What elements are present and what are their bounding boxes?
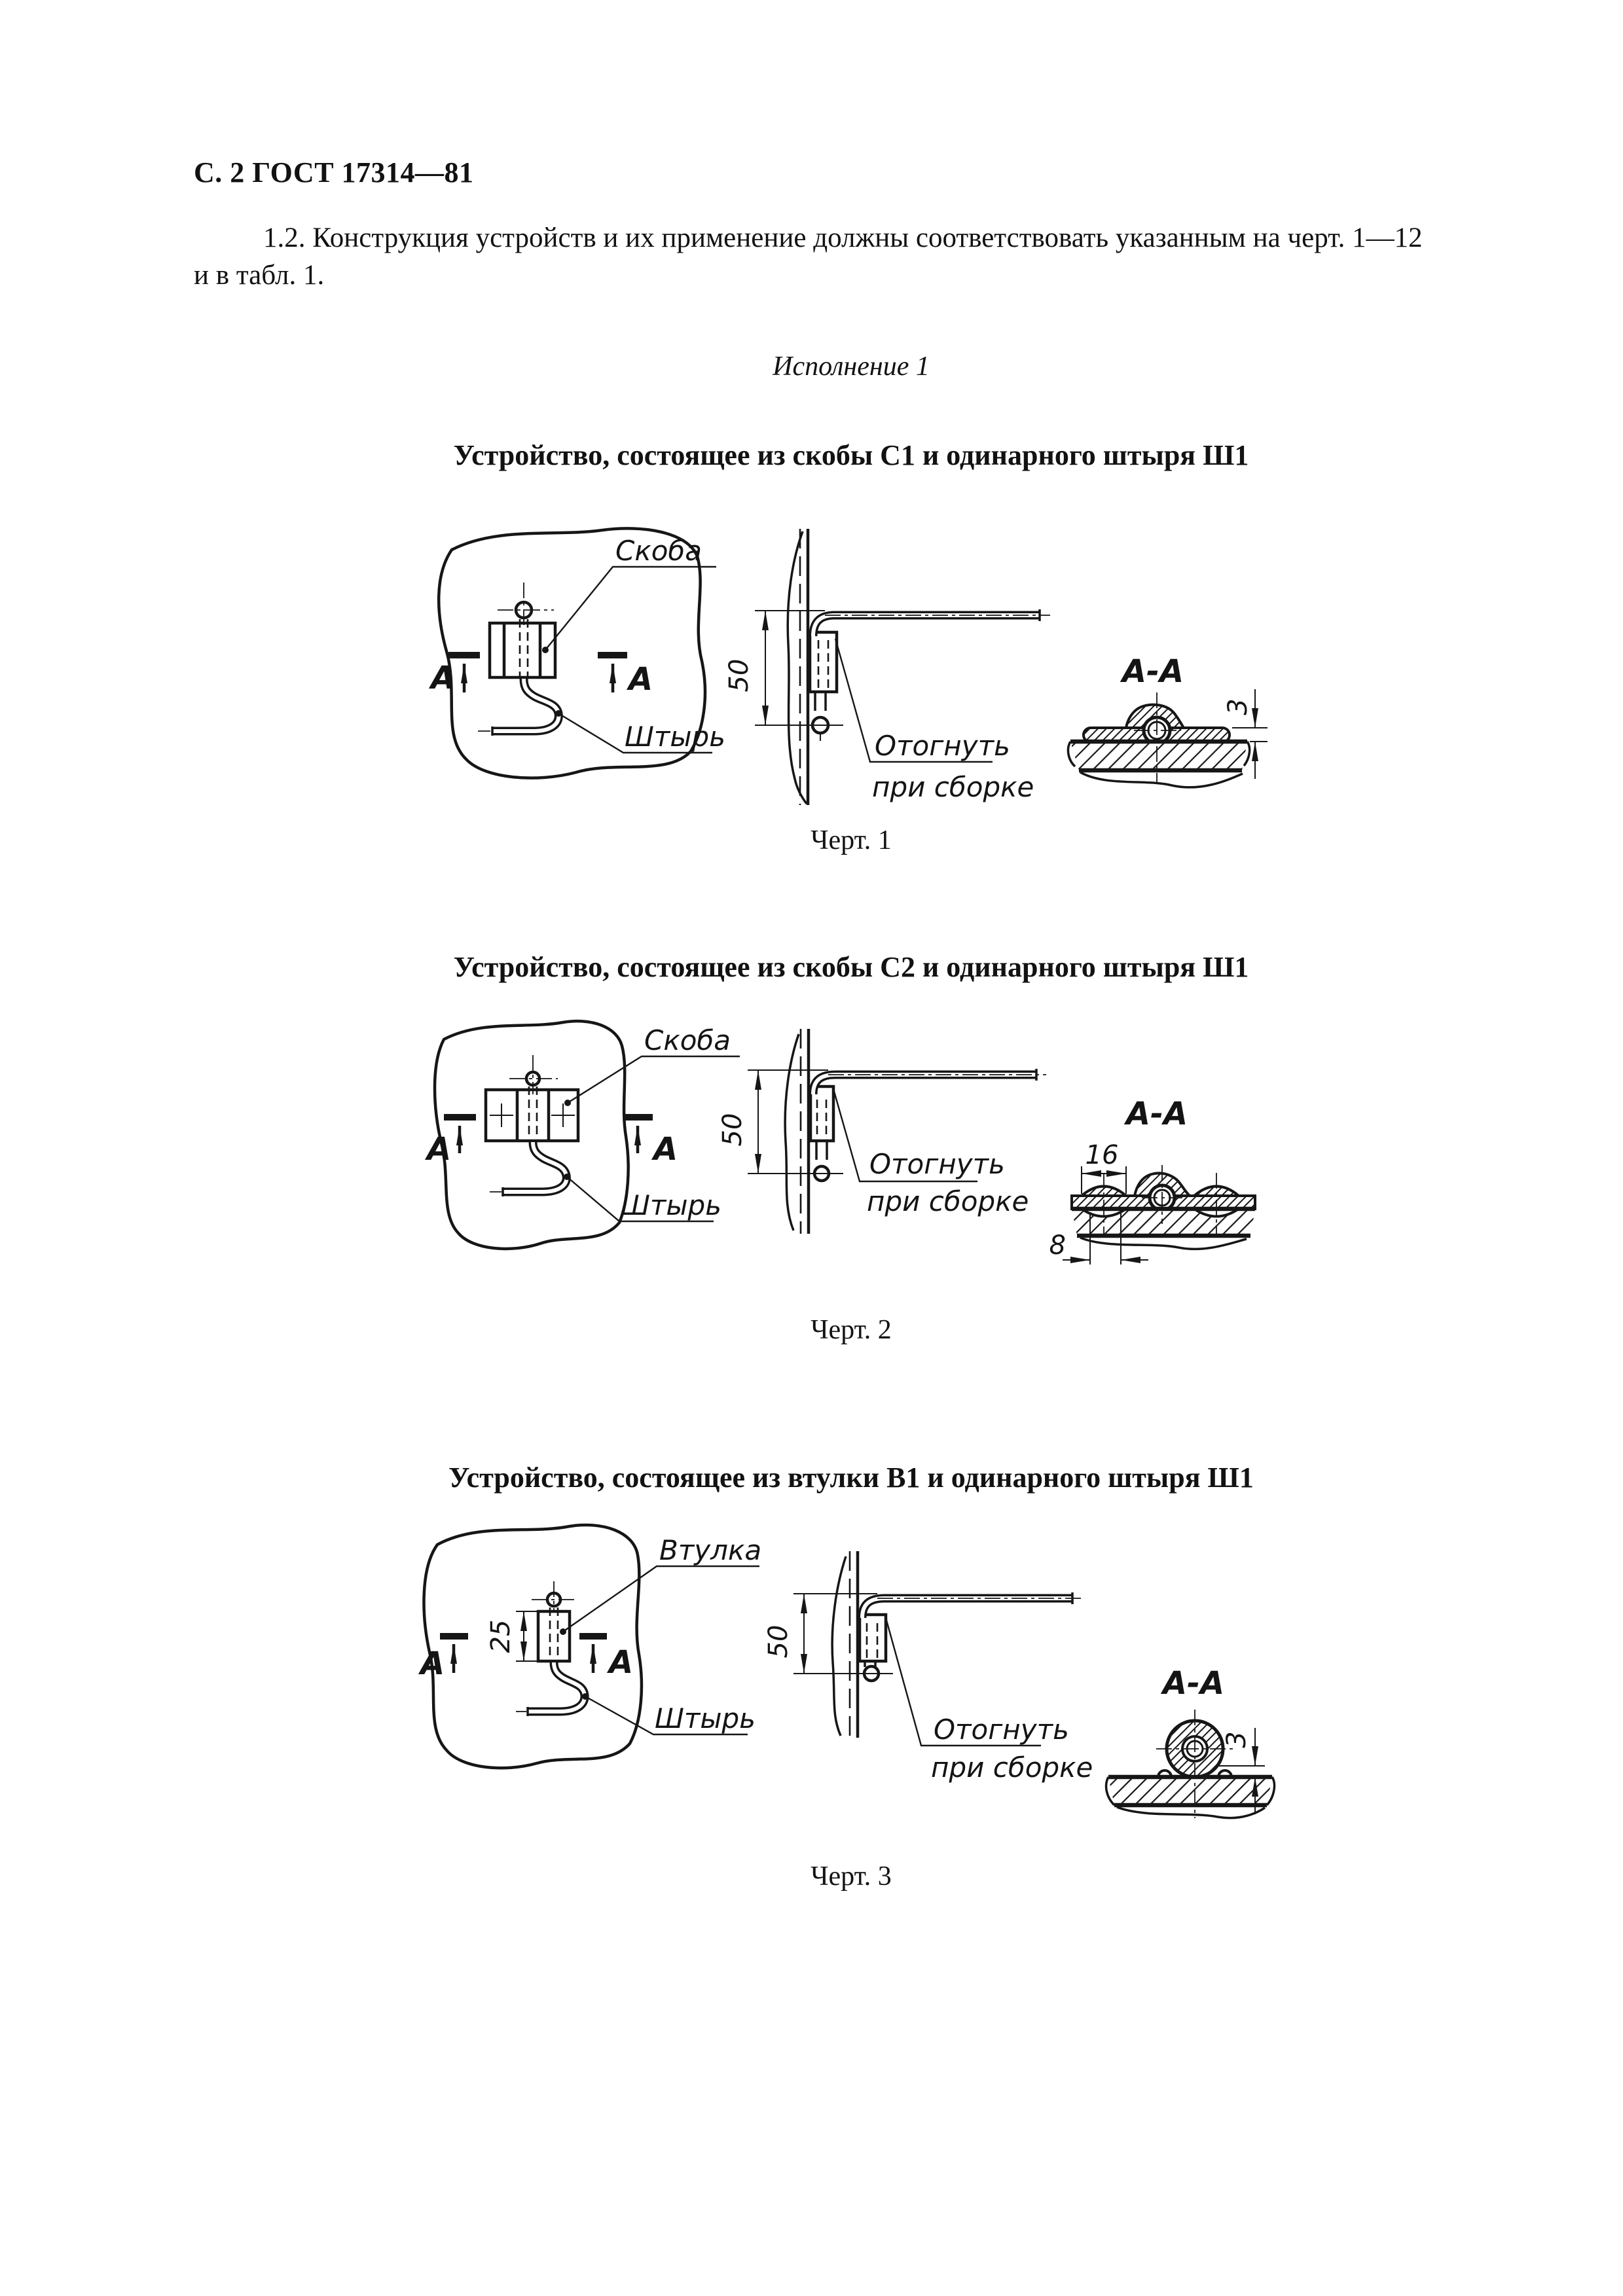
section-mark-right <box>598 652 653 698</box>
fig1-plan-view <box>428 528 725 778</box>
fig2-label-clamp: Скоба <box>644 1024 731 1056</box>
section-letter-right: А <box>653 1131 678 1168</box>
pin-hook <box>490 1142 566 1196</box>
section-mark-right <box>579 1633 633 1681</box>
base-plate-section <box>1108 1777 1272 1805</box>
section-letter-left: А <box>420 1645 445 1682</box>
figure3-drawing <box>406 1505 1362 1833</box>
dimension-25 <box>486 1611 538 1661</box>
section-letter-left: А <box>427 1131 452 1168</box>
fig1-label-clamp: Скоба <box>615 535 702 567</box>
pin-side <box>813 1075 1036 1094</box>
sleeve-rect <box>538 1611 570 1661</box>
fig1-note-line2: при сборке <box>872 771 1034 803</box>
leader-clamp <box>545 567 716 650</box>
pin-hook <box>478 679 558 736</box>
pin-side <box>862 1598 1072 1618</box>
assembly-note <box>886 1618 1093 1784</box>
sleeve-side <box>860 1615 886 1661</box>
fig1-dim-3: 3 <box>1223 698 1253 715</box>
fig2-section-view <box>1049 1096 1255 1265</box>
pin-hook <box>516 1662 585 1716</box>
fig3-plan-view <box>418 1525 761 1768</box>
leader-clamp <box>568 1056 740 1103</box>
section-mark-left <box>428 652 480 696</box>
fig2-note-line2: при сборке <box>867 1185 1029 1217</box>
figure2-title: Устройство, состоящее из скобы С2 и одинарного штыря Ш1 <box>453 951 1249 983</box>
fig1-section-view <box>1068 653 1267 787</box>
section-mark-left <box>418 1633 468 1682</box>
section-mark-left <box>424 1114 476 1168</box>
figure2-caption: Черт. 2 <box>811 1315 892 1345</box>
fig1-section-title: А-А <box>1122 653 1184 690</box>
fig3-section-view <box>1106 1665 1275 1818</box>
fig2-dim-16: 16 <box>1085 1140 1119 1170</box>
figure1-drawing <box>406 517 1322 812</box>
fig1-dim-50: 50 <box>724 658 754 692</box>
section-label: Исполнение 1 <box>773 351 930 382</box>
fig2-label-pin: Штырь <box>621 1189 721 1221</box>
pin-side <box>813 615 1040 636</box>
fig3-label-sleeve: Втулка <box>659 1534 762 1566</box>
clause-1-2 <box>194 220 1438 295</box>
fig3-dim-3: 3 <box>1222 1731 1252 1748</box>
section-letter-left: А <box>431 660 456 696</box>
fig2-side-view <box>718 1029 1046 1234</box>
fig3-label-pin: Штырь <box>655 1702 756 1734</box>
clause-1-2-line2: и в табл. 1. <box>194 259 325 291</box>
fig3-dim-25: 25 <box>486 1619 516 1653</box>
leader-sleeve <box>563 1566 759 1632</box>
fig2-section-title: А-А <box>1125 1096 1188 1132</box>
fig2-dim-50: 50 <box>718 1113 748 1147</box>
fig3-side-view <box>763 1551 1093 1784</box>
figure1-title: Устройство, состоящее из скобы С1 и одинарного штыря Ш1 <box>453 439 1249 471</box>
clause-1-2-line1: 1.2. Конструкция устройств и их применение должны соответствовать указанным на черт. 1—12 <box>263 223 1423 253</box>
figure2-drawing <box>406 1008 1322 1302</box>
fig2-dim-8: 8 <box>1049 1230 1066 1261</box>
panel-edge-wavy <box>788 531 807 804</box>
fig1-side-view <box>724 529 1050 805</box>
figure3-caption: Черт. 3 <box>811 1861 892 1892</box>
section-mark-right <box>623 1114 678 1168</box>
fig3-dim-50: 50 <box>763 1624 793 1659</box>
fig1-label-pin: Штырь <box>625 721 725 753</box>
fig2-plan-view <box>424 1021 740 1249</box>
fig3-note-line2: при сборке <box>931 1751 1093 1784</box>
fig3-section-title: А-А <box>1162 1665 1225 1702</box>
page-header: С. 2 ГОСТ 17314—81 <box>194 156 474 188</box>
fig1-note-line1: Отогнуть <box>875 730 1010 762</box>
figure1-caption: Черт. 1 <box>811 825 892 855</box>
base-plate-section <box>1070 742 1247 770</box>
fig2-note-line1: Отогнуть <box>869 1148 1005 1180</box>
section-letter-right: А <box>609 1644 634 1681</box>
assembly-note <box>835 639 1034 803</box>
section-letter-right: А <box>629 661 653 698</box>
clamp-side <box>811 1086 833 1141</box>
clamp-side <box>810 632 837 692</box>
assembly-note <box>833 1089 1029 1217</box>
figure3-title: Устройство, состоящее из втулки В1 и одинарного штыря Ш1 <box>448 1462 1254 1494</box>
fig3-note-line1: Отогнуть <box>934 1713 1069 1746</box>
